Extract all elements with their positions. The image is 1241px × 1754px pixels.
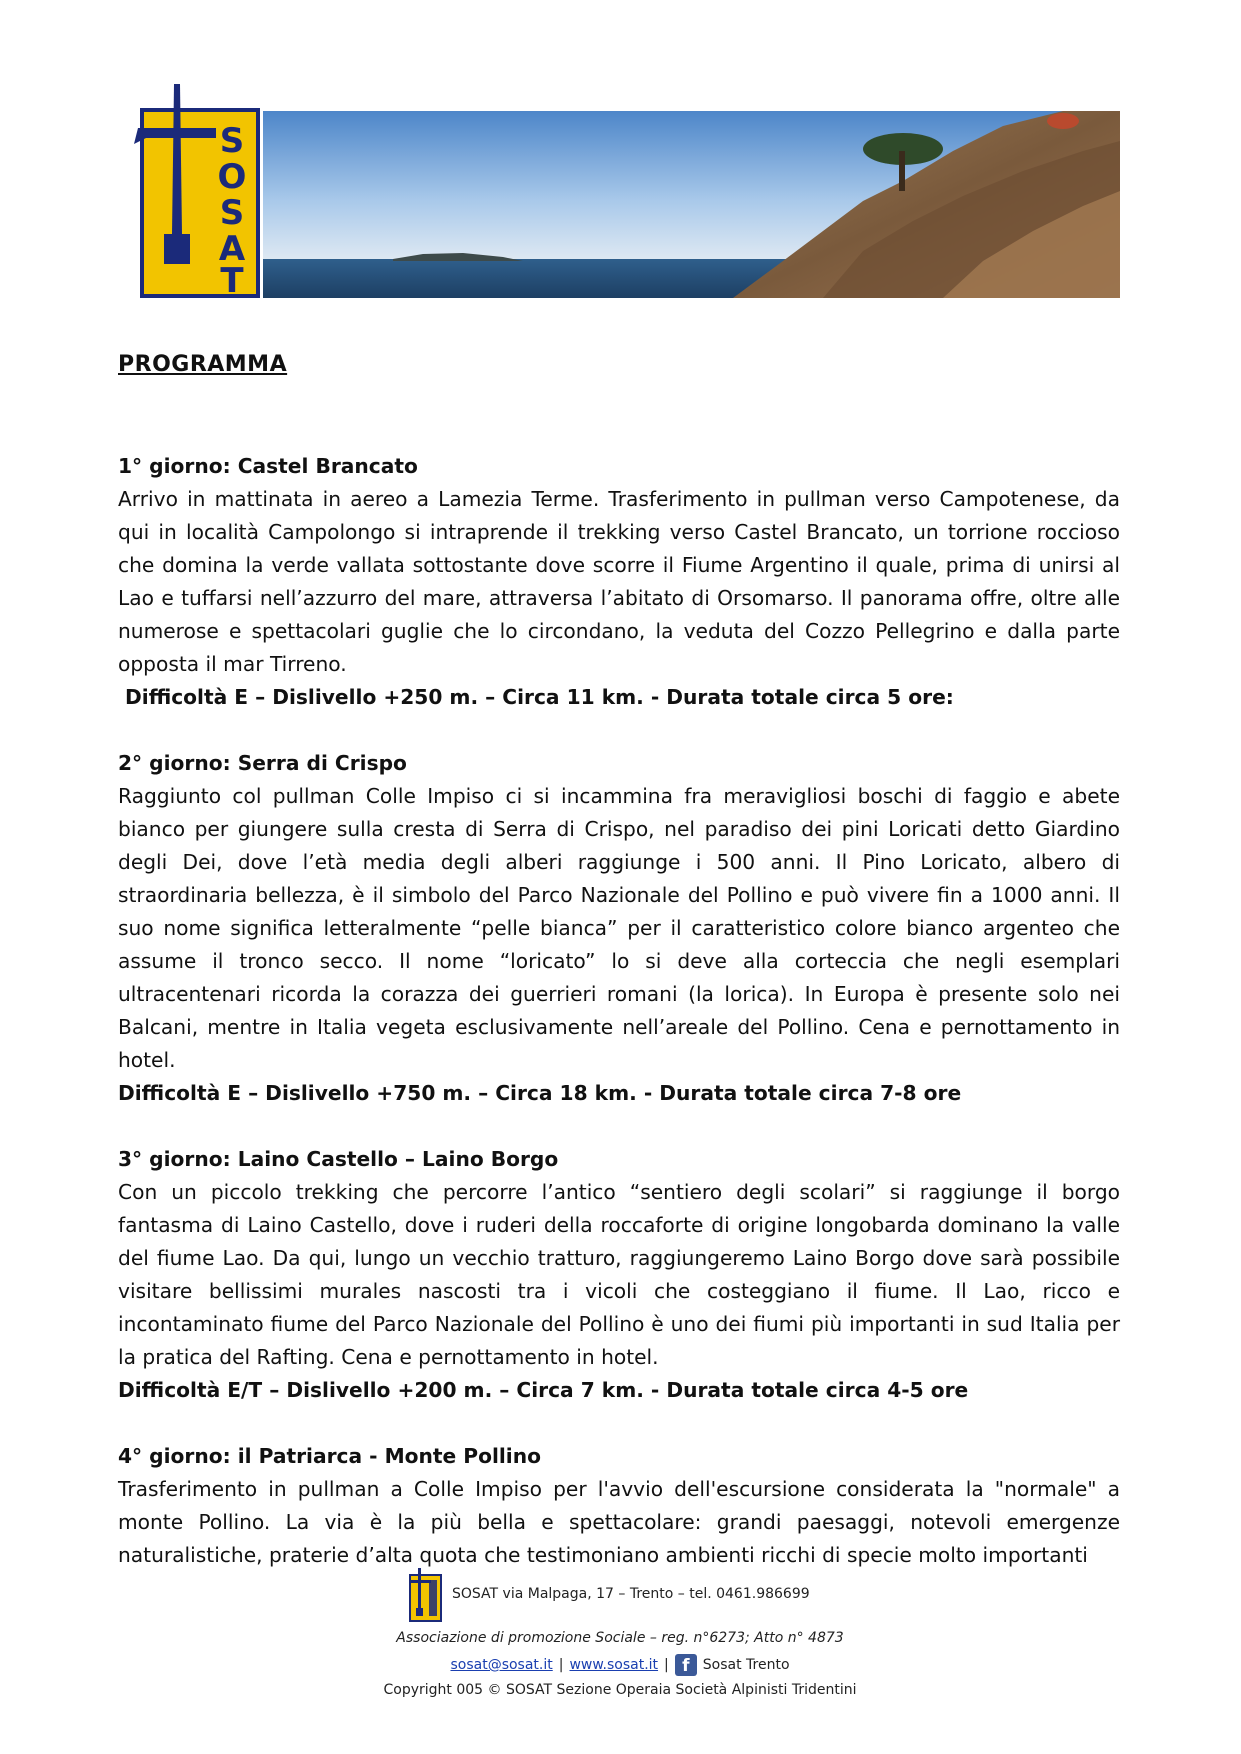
day-difficulty: Difficoltà E – Dislivello +250 m. – Circa 11 km. - Durata totale circa 5 ore:	[118, 685, 954, 709]
day-section	[118, 1143, 1120, 1407]
separator: |	[664, 1657, 669, 1673]
program-content	[118, 350, 1120, 1572]
footer-address-line	[300, 1568, 940, 1620]
svg-text:S: S	[219, 121, 245, 161]
svg-text:A: A	[218, 229, 246, 269]
day-description: Con un piccolo trekking che percorre l’antico “sentiero degli scolari” si raggiunge il borgo fantasma di Laino Castello, dove i ruderi della roccaforte di origine longobarda dominano la valle del fiume Lao. Da qui, lungo un vecchio tratturo, raggiungeremo Laino Borgo dove sarà possibile visitare bellissimi murales nascosti tra i vicoli che costeggiano il fiume. Il Lao, ricco e incontaminato fiume del Parco Nazionale del Pollino è uno dei fiumi più importanti in sud Italia per la pratica del Rafting. Cena e pernottamento in hotel.	[118, 1180, 1120, 1369]
separator: |	[558, 1657, 564, 1673]
email-link[interactable]: sosat@sosat.it	[450, 1657, 553, 1673]
day-section	[118, 450, 1120, 714]
day-description: Arrivo in mattinata in aereo a Lamezia Terme. Trasferimento in pullman verso Campotenese, da qui in località Campolongo si intraprende il trekking verso Castel Brancato, un torrione roccioso che domina la verde vallata sottostante dove scorre il Fiume Argentino il quale, prima di unirsi al Lao e tuffarsi nell’azzurro del mare, attraversa l’abitato di Orsomarso. Il panorama offre, oltre alle numerose e spettacolari guglie che lo circondano, la veduta del Cozzo Pellegrino e dalla parte opposta il mar Tirreno.	[118, 487, 1120, 676]
footer-association: Associazione di promozione Sociale – reg. n°6273; Atto n° 4873	[396, 1630, 844, 1646]
website-link[interactable]: www.sosat.it	[569, 1657, 659, 1673]
facebook-label: Sosat Trento	[702, 1657, 790, 1673]
day-description: Raggiunto col pullman Colle Impiso ci si incammina fra meravigliosi boschi di faggio e abete bianco per giungere sulla cresta di Serra di Crispo, nel paradiso dei pini Loricati detto Giardino degli Dei, dove l’età media degli alberi raggiunge i 500 anni. Il Pino Loricato, albero di straordinaria bellezza, è il simbolo del Parco Nazionale del Pollino e può vivere fin a 1000 anni. Il suo nome significa letteralmente “pelle bianca” per il caratteristico colore bianco argenteo che assume il tronco secco. Il nome “loricato” lo si deve alla corteccia che negli esemplari ultracentenari ricorda la corazza dei guerrieri romani (la lorica). In Europa è presente solo nei Balcani, mentre in Italia vegeta esclusivamente nell’areale del Pollino. Cena e pernottamento in hotel.	[118, 784, 1120, 1072]
svg-text:O: O	[217, 157, 247, 197]
footer-copyright: Copyright 005 © SOSAT Sezione Operaia Società Alpinisti Tridentini	[383, 1682, 857, 1698]
day-difficulty: Difficoltà E/T – Dislivello +200 m. – Circa 7 km. - Durata totale circa 4-5 ore	[118, 1378, 969, 1402]
day-title: 3° giorno: Laino Castello – Laino Borgo	[118, 1147, 559, 1171]
day-section	[118, 747, 1120, 1110]
day-difficulty: Difficoltà E – Dislivello +750 m. – Circa 18 km. - Durata totale circa 7-8 ore	[118, 1081, 962, 1105]
day-title: 4° giorno: il Patriarca - Monte Pollino	[118, 1444, 541, 1468]
footer-links	[300, 1652, 940, 1678]
sosat-small-logo	[408, 1568, 442, 1622]
day-title: 1° giorno: Castel Brancato	[118, 454, 418, 478]
svg-text:T: T	[220, 261, 244, 298]
page-title: PROGRAMMA	[118, 352, 288, 377]
page-header	[134, 84, 1124, 298]
footer-address: SOSAT via Malpaga, 17 – Trento – tel. 0461.986699	[452, 1586, 810, 1602]
svg-text:S: S	[219, 193, 245, 233]
page-footer	[300, 1568, 940, 1698]
day-section	[118, 1440, 1120, 1572]
sosat-logo	[134, 84, 260, 298]
day-title: 2° giorno: Serra di Crispo	[118, 751, 407, 775]
coastal-landscape-photo	[263, 111, 1120, 298]
facebook-icon[interactable]: f	[675, 1654, 697, 1676]
day-description: Trasferimento in pullman a Colle Impiso per l'avvio dell'escursione considerata la "normale" a monte Pollino. La via è la più bella e spettacolare: grandi paesaggi, notevoli emergenze naturalistiche, praterie d’alta quota che testimoniano ambienti ricchi di specie molto importanti	[118, 1477, 1120, 1567]
